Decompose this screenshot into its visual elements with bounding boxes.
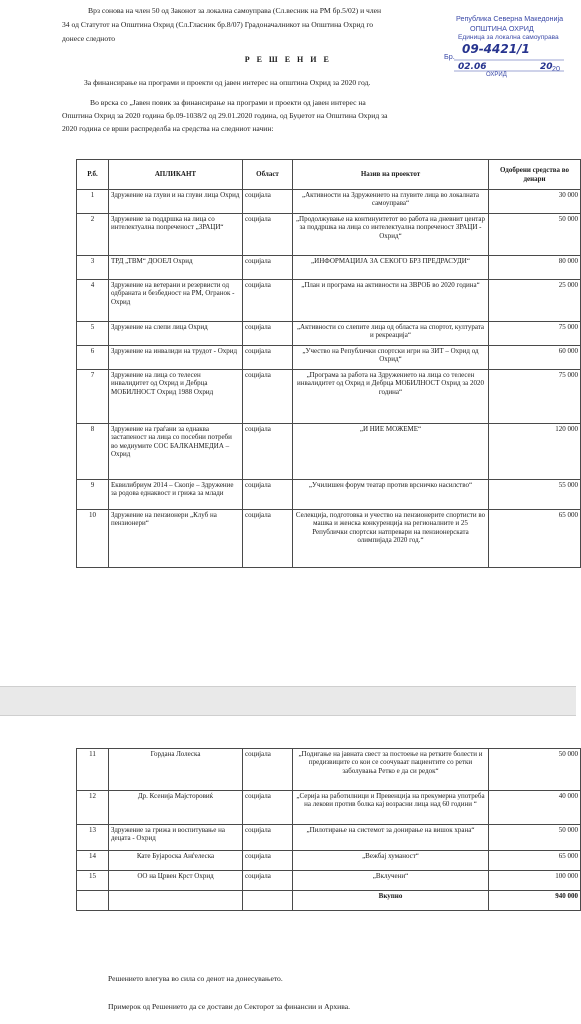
row-amount: 80 000: [489, 256, 581, 280]
allocation-table-part-2: [76, 748, 581, 911]
row-applicant: ОО на Црвен Крст Охрид: [109, 871, 243, 891]
row-applicant: Здружение на граѓани за еднаква застапеност на лица со посебни потреби во медиумите СОС БАЛКАНМЕДИА – Охрид: [109, 424, 243, 480]
table-row: [77, 424, 581, 480]
row-project: „Учество на Републички спортски игри на ЗИТ – Охрид од Охрид“: [293, 346, 489, 370]
row-applicant: Здружение за грижа и воспитување на децата - Охрид: [109, 825, 243, 851]
total-empty-area: [243, 891, 293, 911]
row-num: 13: [77, 825, 109, 851]
table-row: [77, 791, 581, 825]
row-num: 5: [77, 322, 109, 346]
header-area: Област: [243, 160, 293, 190]
row-project: „Пилотирање на системот за донирање на вишок храна“: [293, 825, 489, 851]
row-applicant: Здружение на лица со телесен инвалидитет од Охрид и Дебрца МОБИЛНОСТ Охрид 1988 Охрид: [109, 370, 243, 424]
row-amount: 60 000: [489, 346, 581, 370]
intro-line-2: 34 од Статутот на Општина Охрид (Сл.Гласник бр.8/07) Градоначалникот на Општина Охрид го: [62, 20, 374, 29]
row-project: „Серија на работилници и Превенција на прекумерна употреба на лекови против болка кај возрасни лица над 60 години “: [293, 791, 489, 825]
header-num: Р.б.: [77, 160, 109, 190]
row-project: „Подигање на јавната свест за постоење на ретките болести и предизвиците со кои се соочуваат пациентите со ретки заболувања Ретко е да си редок“: [293, 749, 489, 791]
row-applicant: Здружение на ветерани и резервисти од одбраната и безбедност на РМ, Огранок - Охрид: [109, 280, 243, 322]
row-applicant: Кате Бујароска Анѓелеска: [109, 851, 243, 871]
row-applicant: Здружение за поддршка на лица со интелектуална попреченост „ЗРАЦИ“: [109, 214, 243, 256]
intro-line-1: Врз сонова на член 50 од Законот за локална самоуправа (Сл.весник на РМ бр.5/02) и член: [88, 6, 382, 15]
stamp-year-handwritten: 20: [540, 62, 553, 72]
row-amount: 65 000: [489, 510, 581, 568]
row-num: 4: [77, 280, 109, 322]
stamp-city: ОХРИД: [486, 72, 507, 78]
row-applicant: Здружение на пензионери „Клуб на пензионери“: [109, 510, 243, 568]
row-area: социјала: [243, 424, 293, 480]
row-amount: 120 000: [489, 424, 581, 480]
row-amount: 100 000: [489, 871, 581, 891]
row-applicant: Еквилибриум 2014 – Скопје – Здружение за родова еднаквост и грижа за млади: [109, 480, 243, 510]
footer-line-2: Примерок од Решението да се достави до Секторот за финансии и Архива.: [108, 1002, 350, 1011]
table-total-row: [77, 891, 581, 911]
row-project: „Вежбај хуманост“: [293, 851, 489, 871]
row-project: „План и програма на активности на ЗВРОБ во 2020 година“: [293, 280, 489, 322]
row-area: социјала: [243, 280, 293, 322]
row-amount: 50 000: [489, 825, 581, 851]
table-row: [77, 510, 581, 568]
row-amount: 30 000: [489, 190, 581, 214]
row-amount: 40 000: [489, 791, 581, 825]
stamp-number-prefix: Бр.: [444, 52, 455, 61]
row-project: „Програма за работа на Здружението на лица со телесен инвалидитет од Охрид и Дебрца МОБИЛНОСТ Охрид за 2020 година“: [293, 370, 489, 424]
stamp-line-3: Единица за локална самоуправа: [458, 34, 559, 41]
registration-stamp: [330, 2, 568, 80]
total-label: Вкупно: [293, 891, 489, 911]
row-project: „И НИЕ МОЖЕМЕ“: [293, 424, 489, 480]
allocation-table-part-1: [76, 159, 581, 568]
row-applicant: Гордана Лолеска: [109, 749, 243, 791]
stamp-date-handwritten: 02.06: [458, 62, 487, 72]
table-header-row: [77, 160, 581, 190]
row-amount: 65 000: [489, 851, 581, 871]
table-row: [77, 825, 581, 851]
row-area: социјала: [243, 791, 293, 825]
row-applicant: Здружение на слепи лица Охрид: [109, 322, 243, 346]
paragraph-line-1: Во врска со „Јавен повик за финансирање на програми и проекти од јавен интерес на: [90, 98, 366, 107]
row-num: 11: [77, 749, 109, 791]
row-amount: 75 000: [489, 322, 581, 346]
stamp-year-suffix: 20: [552, 64, 560, 73]
row-num: 3: [77, 256, 109, 280]
stamp-number-handwritten: 09-4421/1: [462, 42, 530, 56]
row-amount: 75 000: [489, 370, 581, 424]
table-row: [77, 370, 581, 424]
table-row: [77, 280, 581, 322]
row-amount: 25 000: [489, 280, 581, 322]
header-project: Назив на проектот: [293, 160, 489, 190]
table-row: [77, 851, 581, 871]
row-area: социјала: [243, 510, 293, 568]
header-applicant: АПЛИКАНТ: [109, 160, 243, 190]
row-area: социјала: [243, 370, 293, 424]
table-row: [77, 749, 581, 791]
row-area: социјала: [243, 256, 293, 280]
row-project: Селекција, подготовка и учество на пензионерите спортисти во машка и женска конкуренција на регионалните и 25 Републички спортски натпревари на пензионерската олимпијада 2020 год.“: [293, 510, 489, 568]
row-num: 6: [77, 346, 109, 370]
row-num: 1: [77, 190, 109, 214]
row-project: „Вклучени“: [293, 871, 489, 891]
table-row: [77, 346, 581, 370]
row-project: „Активности со слепите лица од областа на спортот, културата и рекреација“: [293, 322, 489, 346]
stamp-line-1: Република Северна Македонија: [456, 14, 564, 23]
total-empty-num: [77, 891, 109, 911]
table-row: [77, 214, 581, 256]
row-area: социјала: [243, 871, 293, 891]
footer-line-1: Решението влегува во сила со денот на донесувањето.: [108, 974, 283, 983]
row-area: социјала: [243, 214, 293, 256]
row-project: „Продолжување на континуитетот во работа на дневнит центар за поддршка на лица со интелектуална попреченост ЗРАЦИ - Охрид“: [293, 214, 489, 256]
row-amount: 50 000: [489, 749, 581, 791]
row-area: социјала: [243, 190, 293, 214]
paragraph-line-3: 2020 година се врши распределба на средства на следниот начин:: [62, 124, 274, 133]
decision-title: Р Е Ш Е Н И Е: [244, 55, 332, 64]
paragraph-line-2: Општина Охрид за 2020 година бр.09-1038/2 од 29.01.2020 година, од Буџетот на Општина Охрид за: [62, 111, 388, 120]
row-area: социјала: [243, 480, 293, 510]
table-row: [77, 871, 581, 891]
table-row: [77, 480, 581, 510]
document-page-2: [0, 716, 576, 1024]
row-amount: 50 000: [489, 214, 581, 256]
row-num: 2: [77, 214, 109, 256]
total-value: 940 000: [489, 891, 581, 911]
intro-line-3: донесе следното: [62, 34, 116, 43]
row-applicant: Здружение на инвалиди на трудот - Охрид: [109, 346, 243, 370]
row-num: 7: [77, 370, 109, 424]
row-applicant: ТРД „ТВМ“ ДООЕЛ Охрид: [109, 256, 243, 280]
row-num: 9: [77, 480, 109, 510]
decision-subtitle: За финансирање на програми и проекти од јавен интерес на општина Охрид за 2020 год.: [84, 78, 371, 87]
row-area: социјала: [243, 851, 293, 871]
total-empty-applicant: [109, 891, 243, 911]
row-applicant: Здружение на глуви и на глуви лица Охрид: [109, 190, 243, 214]
stamp-line-2: ОПШТИНА ОХРИД: [470, 24, 534, 33]
row-project: „Училишен форум театар против врсничко насилство“: [293, 480, 489, 510]
table-row: [77, 256, 581, 280]
row-area: социјала: [243, 346, 293, 370]
table-row: [77, 322, 581, 346]
row-project: „Активности на Здружението на глувите лица во локалната самоуправа“: [293, 190, 489, 214]
row-num: 14: [77, 851, 109, 871]
row-area: социјала: [243, 322, 293, 346]
row-num: 15: [77, 871, 109, 891]
row-area: социјала: [243, 749, 293, 791]
table-row: [77, 190, 581, 214]
row-applicant: Др. Ксенија Мајсторовиќ: [109, 791, 243, 825]
page-break: [0, 686, 576, 716]
row-amount: 55 000: [489, 480, 581, 510]
row-num: 8: [77, 424, 109, 480]
row-area: социјала: [243, 825, 293, 851]
row-num: 12: [77, 791, 109, 825]
row-num: 10: [77, 510, 109, 568]
row-project: „ИНФОРМАЦИЈА ЗА СЕКОГО БРЗ ПРЕДРАСУДИ“: [293, 256, 489, 280]
header-amount: Одобрени средства во денари: [489, 160, 581, 190]
